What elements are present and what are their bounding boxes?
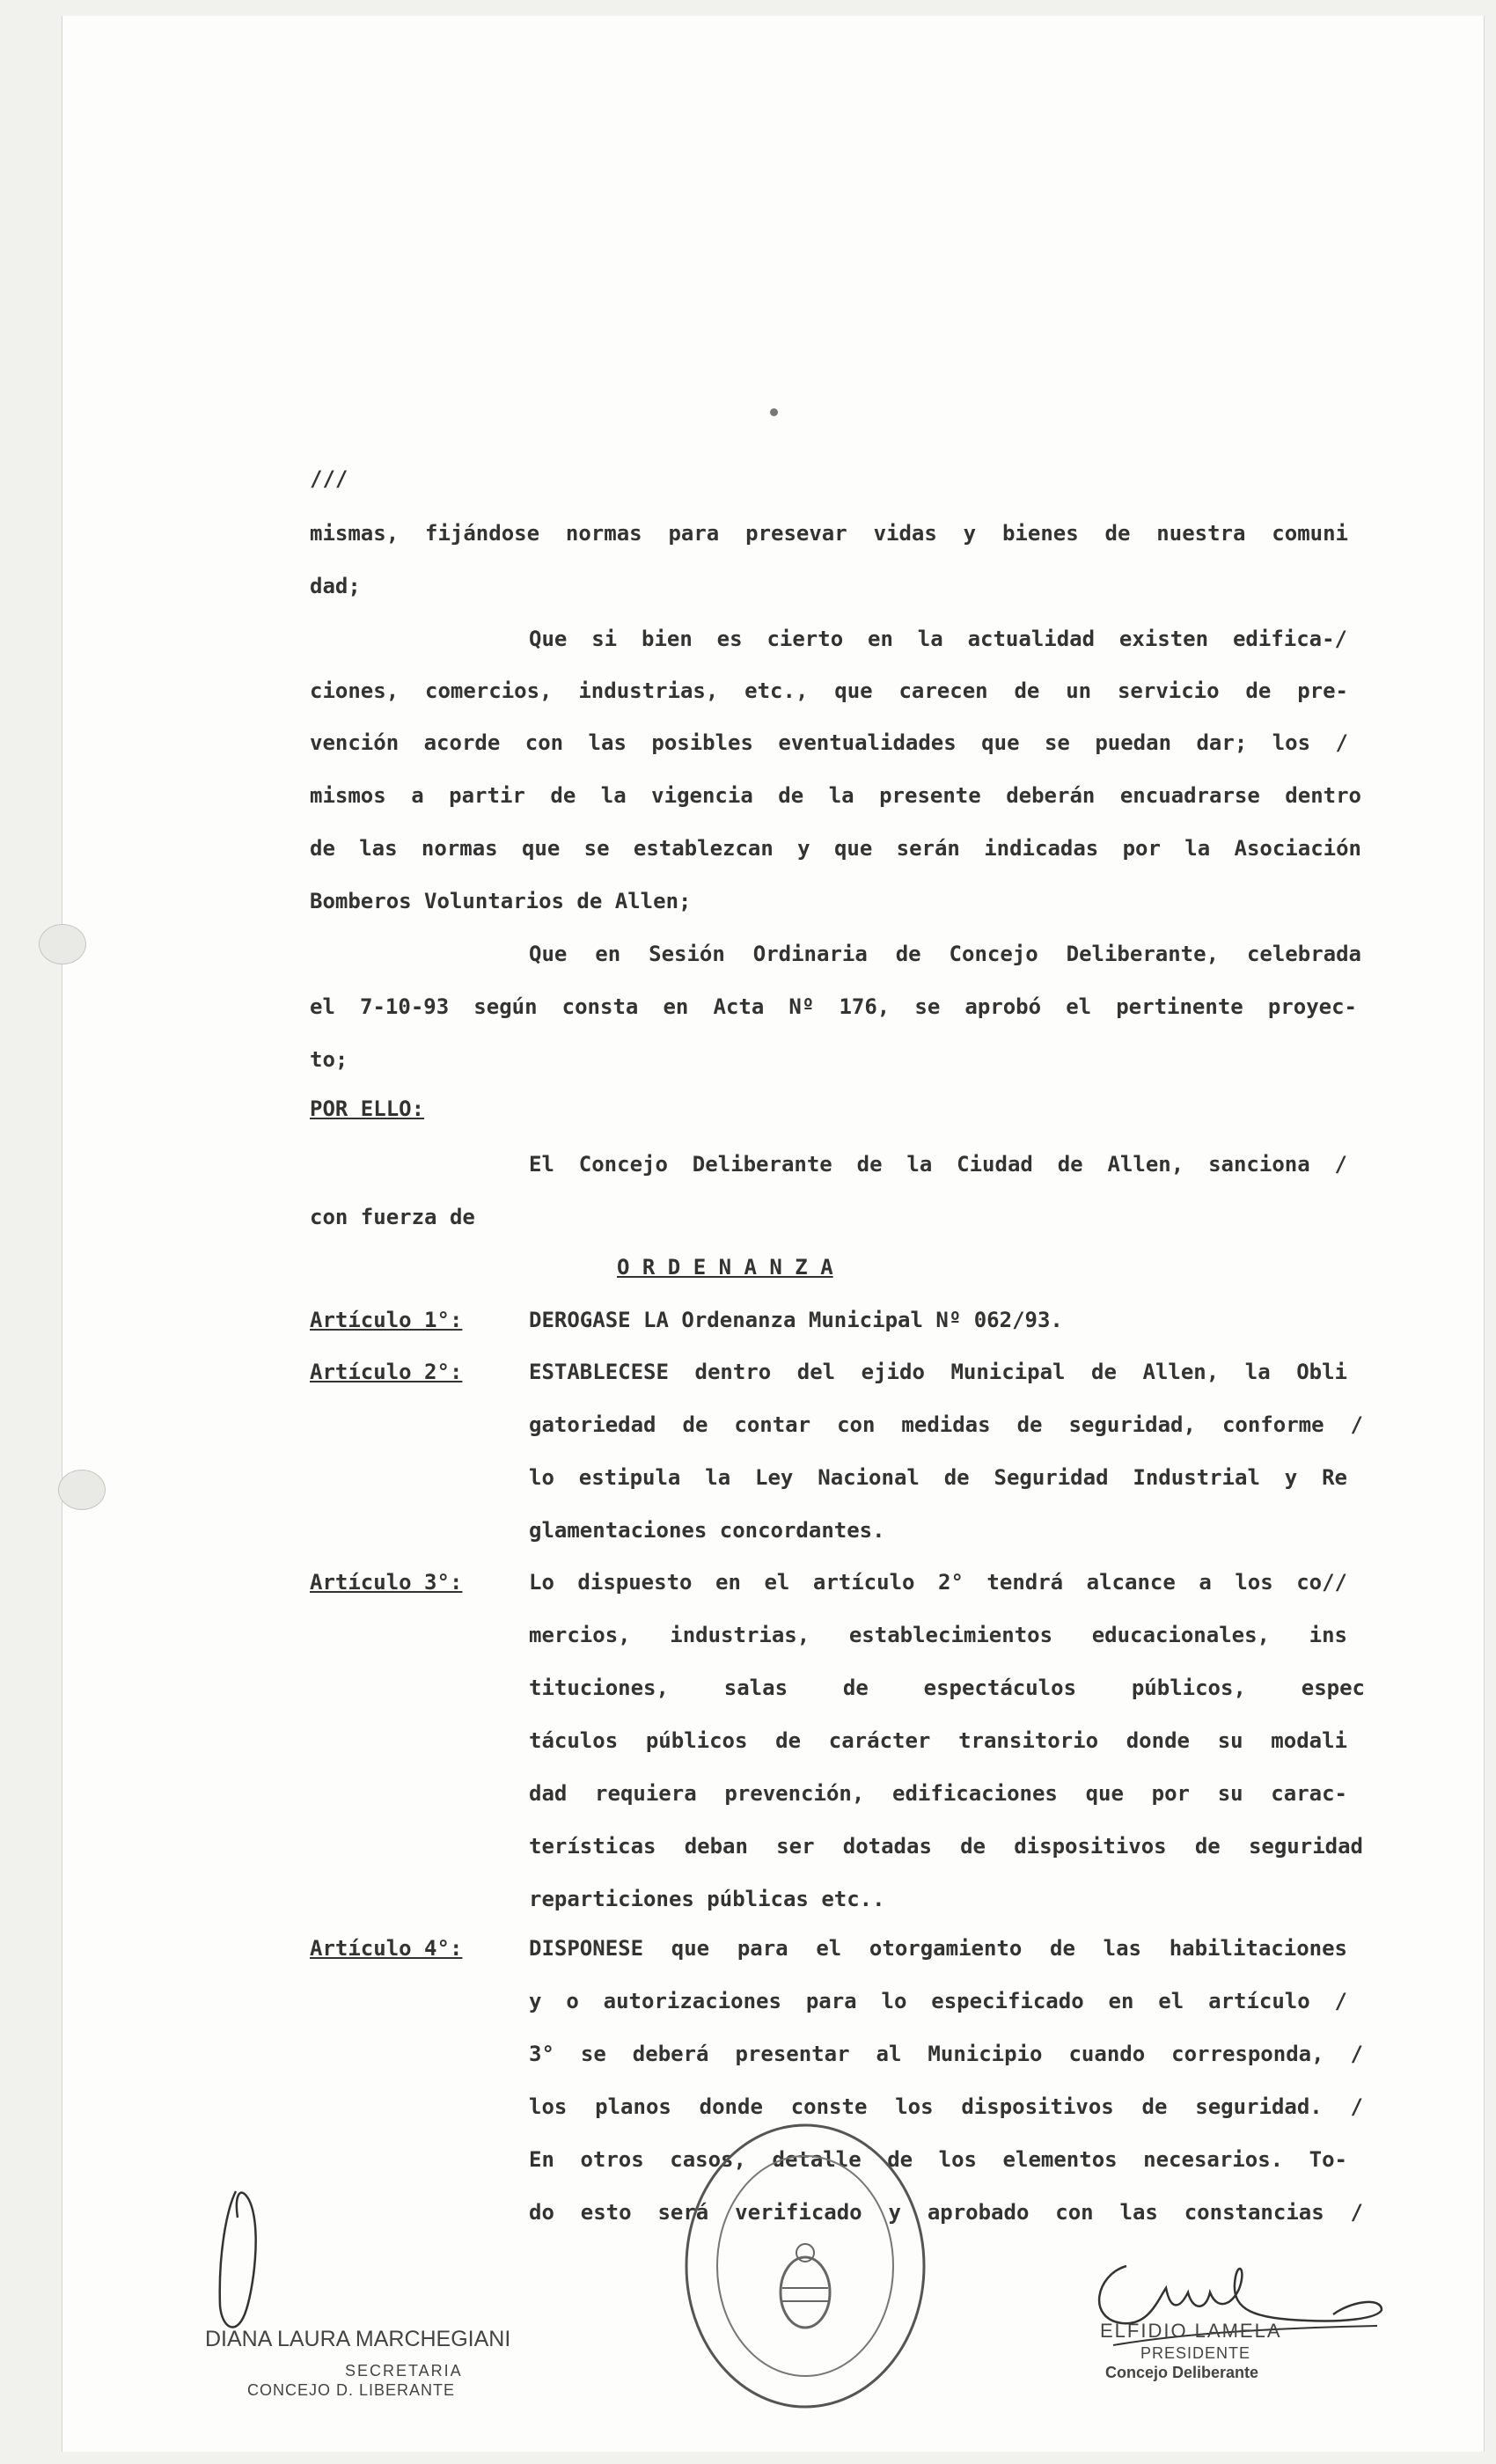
signature-right-name: ELFIDIO LAMELA — [1100, 2320, 1282, 2342]
article-4-line: 3° se deberá presentar al Municipio cuando corresponda, / — [529, 2042, 1363, 2066]
article-1-label: Artículo 1°: — [310, 1308, 463, 1332]
official-seal — [678, 2116, 933, 2416]
paragraph-line: Que si bien es cierto en la actualidad existen edifica-/ — [529, 627, 1347, 651]
article-2-line: glamentaciones concordantes. — [529, 1518, 885, 1543]
article-3-line: táculos públicos de carácter transitorio donde su modali — [529, 1728, 1347, 1753]
article-3-label: Artículo 3°: — [310, 1570, 463, 1595]
signature-left-body: CONCEJO D. LIBERANTE — [247, 2381, 456, 2399]
paragraph-line: Bomberos Voluntarios de Allen; — [310, 889, 692, 913]
paragraph-line: mismos a partir de la vigencia de la presente deberán encuadrarse dentro — [310, 783, 1361, 808]
article-2-label: Artículo 2°: — [310, 1360, 463, 1384]
paragraph-line: de las normas que se establezcan y que serán indicadas por la Asociación — [310, 836, 1361, 861]
continuation-mark: /// — [310, 466, 348, 491]
signature-left-name: DIANA LAURA MARCHEGIANI — [205, 2327, 511, 2351]
article-4-label: Artículo 4°: — [310, 1936, 463, 1961]
article-3-line: reparticiones públicas etc.. — [529, 1887, 885, 1911]
ordenanza-title: O R D E N A N Z A — [617, 1255, 833, 1280]
por-ello-heading: POR ELLO: — [310, 1096, 425, 1121]
signature-left — [201, 2174, 297, 2350]
paragraph-line: El Concejo Deliberante de la Ciudad de Allen, sanciona / — [529, 1152, 1347, 1177]
article-4-line: y o autorizaciones para lo especificado en el artículo / — [529, 1989, 1347, 2013]
paragraph-line: dad; — [310, 574, 361, 598]
article-3-line: mercios, industrias, establecimientos educacionales, ins — [529, 1623, 1347, 1647]
article-4-line: DISPONESE que para el otorgamiento de las habilitaciones — [529, 1936, 1347, 1961]
signature-left-title: SECRETARIA — [345, 2362, 463, 2380]
article-3-line: Lo dispuesto en el artículo 2° tendrá alcance a los co// — [529, 1570, 1347, 1595]
paragraph-line: Que en Sesión Ordinaria de Concejo Deliberante, celebrada — [529, 942, 1361, 966]
article-1-line: DEROGASE LA Ordenanza Municipal Nº 062/93. — [529, 1308, 1063, 1332]
signature-right-title: PRESIDENTE — [1140, 2344, 1251, 2362]
paragraph-line: ciones, comercios, industrias, etc., que carecen de un servicio de pre- — [310, 678, 1348, 703]
article-3-line: terísticas deban ser dotadas de dispositivos de seguridad — [529, 1834, 1363, 1859]
paragraph-line: mismas, fijándose normas para presevar vidas y bienes de nuestra comuni — [310, 521, 1348, 546]
paragraph-line: el 7-10-93 según consta en Acta Nº 176, se aprobó el pertinente proyec- — [310, 994, 1357, 1019]
signature-right-body: Concejo Deliberante — [1105, 2364, 1259, 2381]
article-4-line: do esto será verificado y aprobado con las constancias / — [529, 2200, 1363, 2225]
article-2-line: lo estipula la Ley Nacional de Seguridad Industrial y Re — [529, 1465, 1347, 1490]
article-3-line: dad requiera prevención, edificaciones que por su carac- — [529, 1781, 1347, 1806]
article-2-line: gatoriedad de contar con medidas de seguridad, conforme / — [529, 1412, 1363, 1437]
article-4-line: En otros casos, detalle de los elementos necesarios. To- — [529, 2147, 1347, 2172]
paragraph-line: vención acorde con las posibles eventualidades que se puedan dar; los / — [310, 730, 1348, 755]
article-4-line: los planos donde conste los dispositivos de seguridad. / — [529, 2094, 1363, 2119]
paragraph-line: to; — [310, 1047, 348, 1072]
article-2-line: ESTABLECESE dentro del ejido Municipal de Allen, la Obli — [529, 1360, 1347, 1384]
paragraph-line: con fuerza de — [310, 1205, 475, 1229]
article-3-line: tituciones, salas de espectáculos públicos, espec — [529, 1676, 1365, 1700]
